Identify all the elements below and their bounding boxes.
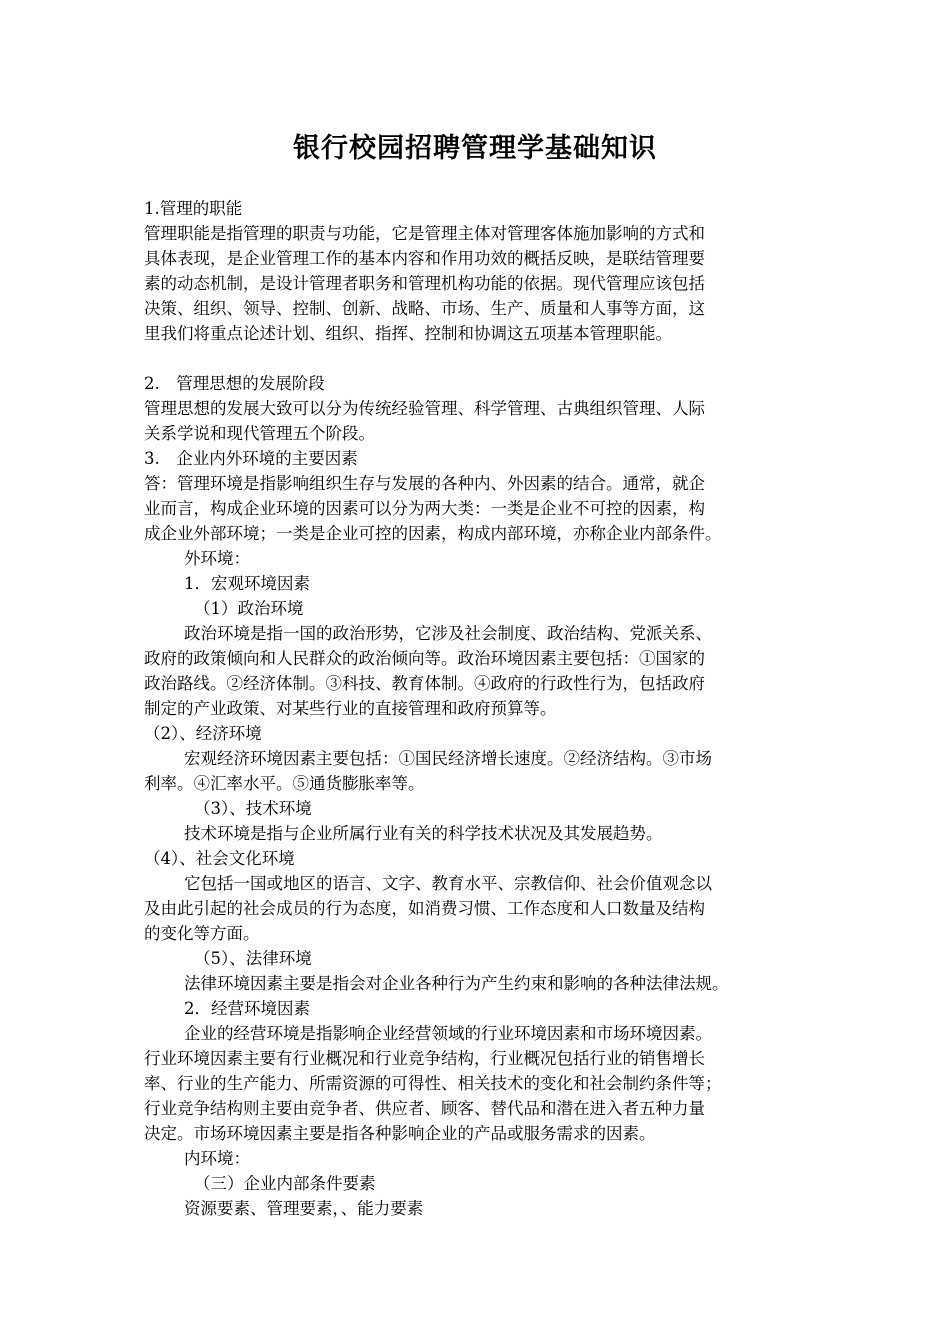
paragraph-line: 政治路线。②经济体制。③科技、教育体制。④政府的行政性行为，包括政府 [144, 674, 705, 693]
subheading-technology: （3）、技术环境 [194, 799, 312, 818]
subheading-legal: （5）、法律环境 [194, 949, 312, 968]
paragraph-line: 决定。市场环境因素主要是指各种影响企业的产品或服务需求的因素。 [144, 1124, 656, 1143]
paragraph-line: 行业环境因素主要有行业概况和行业竞争结构，行业概况包括行业的销售增长 [144, 1049, 705, 1068]
section-heading-environment: 3. 企业内外环境的主要因素 [144, 449, 358, 468]
section-heading-thought: 2. 管理思想的发展阶段 [144, 374, 325, 393]
subheading-internal-factors: （三）企业内部条件要素 [194, 1174, 376, 1193]
subheading-social-culture: （4）、社会文化环境 [144, 849, 295, 868]
paragraph-line: 答：管理环境是指影响组织生存与发展的各种内、外因素的结合。通常，就企 [144, 474, 705, 493]
subheading-macro: 1．宏观环境因素 [184, 574, 310, 593]
paragraph-line: 率、行业的生产能力、所需资源的可得性、相关技术的变化和社会制约条件等； [144, 1074, 722, 1093]
blank-line [144, 346, 806, 371]
paragraph-line: 法律环境因素主要是指会对企业各种行为产生约束和影响的各种法律法规。 [184, 974, 729, 993]
subheading-political: （1）政治环境 [194, 599, 304, 618]
paragraph-line: 资源要素、管理要素，、能力要素 [184, 1199, 424, 1218]
paragraph-line: 企业的经营环境是指影响企业经营领域的行业环境因素和市场环境因素。 [184, 1024, 712, 1043]
paragraph-line: 具体表现，是企业管理工作的基本内容和作用功效的概括反映，是联结管理要 [144, 249, 705, 268]
paragraph-line: 技术环境是指与企业所属行业有关的科学技术状况及其发展趋势。 [184, 824, 663, 843]
paragraph-line: 行业竞争结构则主要由竞争者、供应者、顾客、替代品和潜在进入者五种力量 [144, 1099, 705, 1118]
paragraph-line: 及由此引起的社会成员的行为态度，如消费习惯、工作态度和人口数量及结构 [144, 899, 705, 918]
paragraph-line: 政治环境是指一国的政治形势，它涉及社会制度、政治结构、党派关系、 [184, 624, 712, 643]
paragraph-line: 政府的政策倾向和人民群众的政治倾向等。政治环境因素主要包括：①国家的 [144, 649, 705, 668]
paragraph-line: 决策、组织、领导、控制、创新、战略、市场、生产、质量和人事等方面，这 [144, 299, 705, 318]
paragraph-line: 里我们将重点论述计划、组织、指挥、控制和协调这五项基本管理职能。 [144, 324, 672, 343]
paragraph-line: 利率。④汇率水平。⑤通货膨胀率等。 [144, 774, 425, 793]
subheading-economic: （2）、经济环境 [144, 724, 262, 743]
paragraph-line: 关系学说和现代管理五个阶段。 [144, 424, 375, 443]
paragraph-line: 成企业外部环境；一类是企业可控的因素，构成内部环境，亦称企业内部条件。 [144, 524, 722, 543]
paragraph-line: 管理职能是指管理的职责与功能，它是管理主体对管理客体施加影响的方式和 [144, 224, 705, 243]
paragraph-line: 的变化等方面。 [144, 924, 260, 943]
subheading-internal: 内环境： [184, 1149, 250, 1168]
subheading-external: 外环境： [184, 549, 250, 568]
paragraph-line: 业而言，构成企业环境的因素可以分为两大类：一类是企业不可控的因素，构 [144, 499, 705, 518]
document-title: 银行校园招聘管理学基础知识 [293, 133, 657, 164]
paragraph-line: 管理思想的发展大致可以分为传统经验管理、科学管理、古典组织管理、人际 [144, 399, 705, 418]
paragraph-line: 制定的产业政策、对某些行业的直接管理和政府预算等。 [144, 699, 557, 718]
section-heading-functions: 1.管理的职能 [144, 199, 243, 218]
subheading-business: 2．经营环境因素 [184, 999, 310, 1018]
paragraph-line: 宏观经济环境因素主要包括：①国民经济增长速度。②经济结构。③市场 [184, 749, 712, 768]
paragraph-line: 素的动态机制，是设计管理者职务和管理机构功能的依据。现代管理应该包括 [144, 274, 705, 293]
document-body [144, 196, 806, 1221]
paragraph-line: 它包括一国或地区的语言、文字、教育水平、宗教信仰、社会价值观念以 [184, 874, 712, 893]
